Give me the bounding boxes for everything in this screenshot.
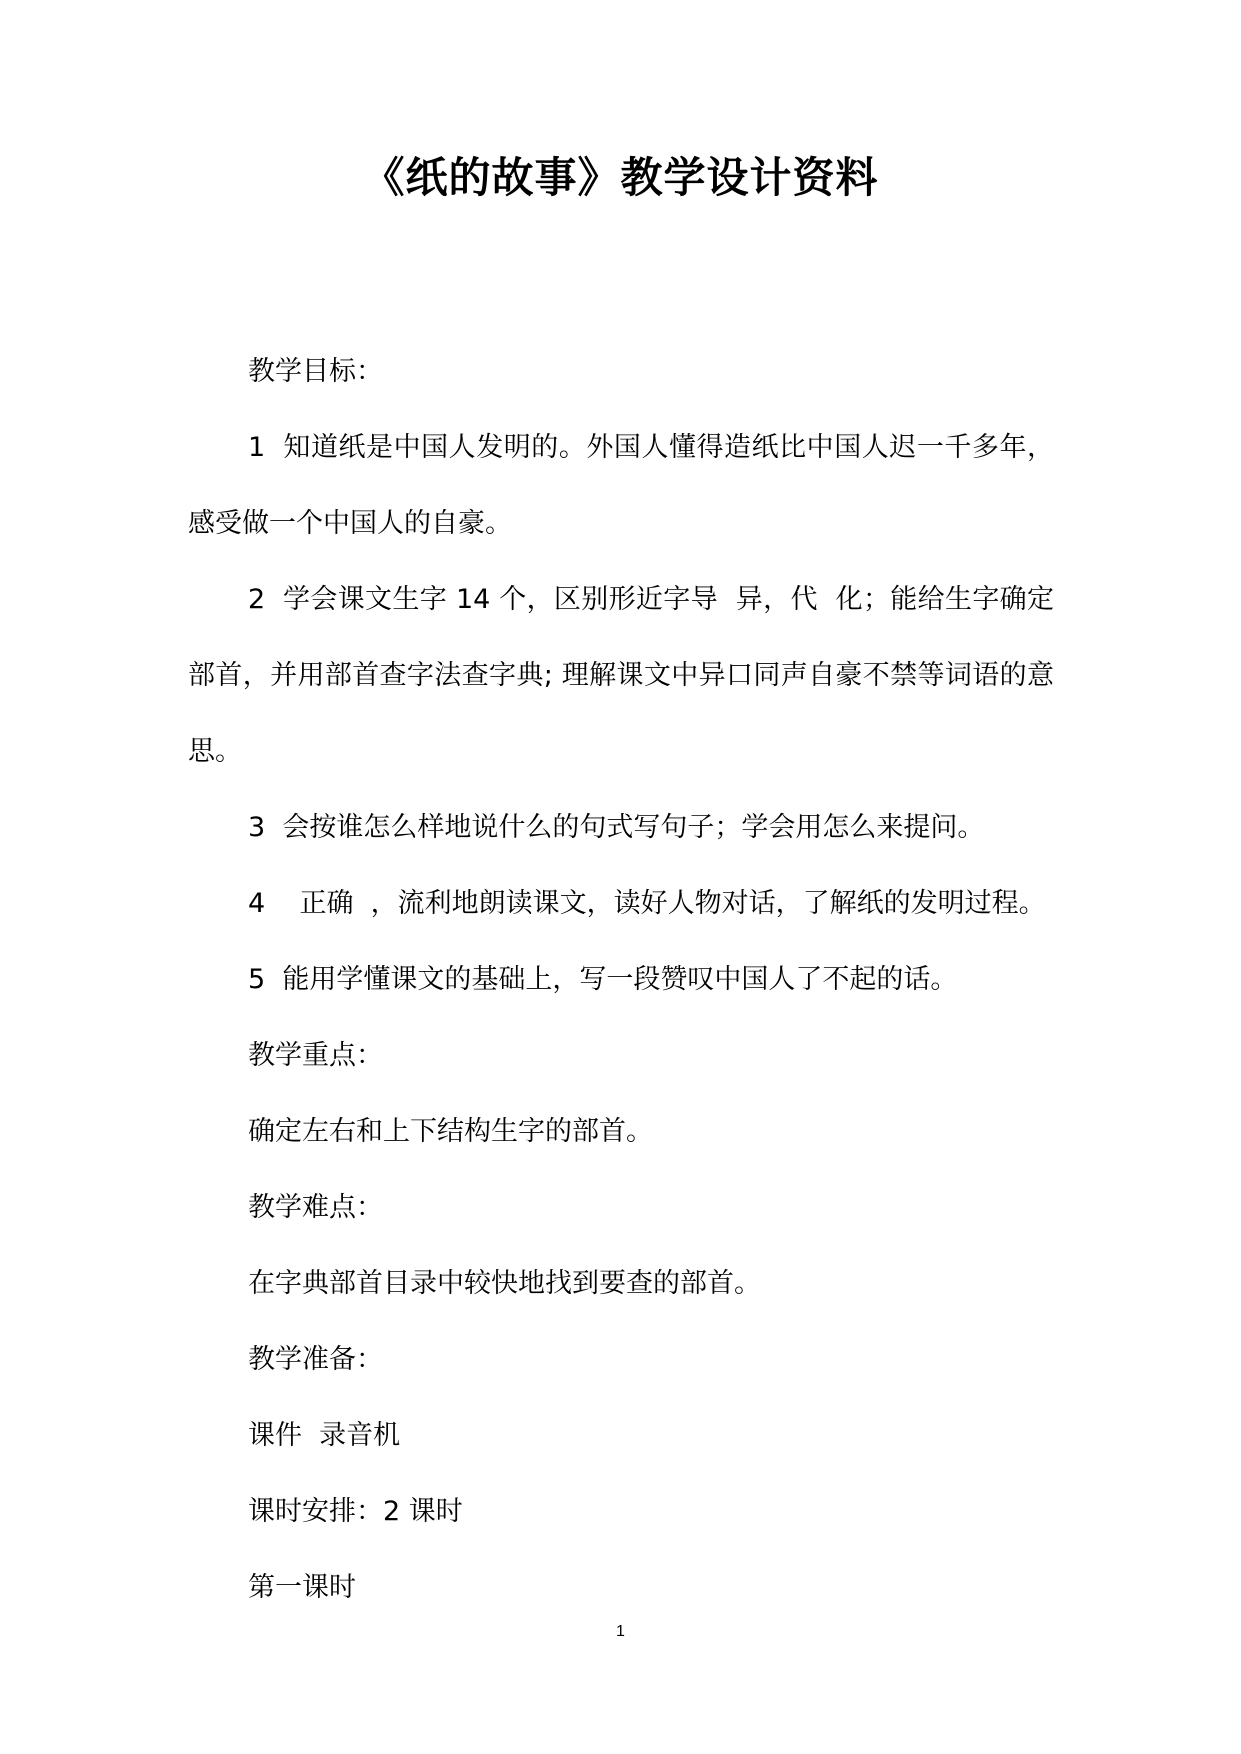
document-title: 《纸的故事》教学设计资料 <box>362 153 879 202</box>
section-heading-difficulties: 教学难点： <box>248 1192 383 1223</box>
document-body <box>188 334 1054 1626</box>
section-heading-key-points: 教学重点： <box>248 1040 383 1071</box>
section-heading-preparation: 教学准备： <box>248 1344 383 1375</box>
schedule-text: 课时安排：2 课时 <box>248 1496 463 1527</box>
objective-item-4: 4 正确 ，流利地朗读课文，读好人物对话，了解纸的发明过程。 <box>248 888 1046 919</box>
objective-item-2: 2 学会课文生字 14 个，区别形近字导 异，代 化；能给生字确定部首，并用部首查字法查字典; 理解课文中异口同声自豪不禁等词语的意思。 <box>188 584 1054 767</box>
preparation-text: 课件 录音机 <box>248 1420 401 1451</box>
objective-item-3: 3 会按谁怎么样地说什么的句式写句子；学会用怎么来提问。 <box>248 812 985 843</box>
difficulties-text: 在字典部首目录中较快地找到要查的部首。 <box>248 1268 761 1299</box>
key-points-text: 确定左右和上下结构生字的部首。 <box>248 1116 653 1147</box>
lesson-one-heading: 第一课时 <box>248 1572 356 1603</box>
section-heading-objectives: 教学目标： <box>248 356 383 387</box>
objective-item-5: 5 能用学懂课文的基础上，写一段赞叹中国人了不起的话。 <box>248 964 958 995</box>
page-number: 1 <box>616 1623 625 1640</box>
objective-item-1: 1 知道纸是中国人发明的。外国人懂得造纸比中国人迟一千多年，感受做一个中国人的自豪。 <box>188 432 1054 539</box>
